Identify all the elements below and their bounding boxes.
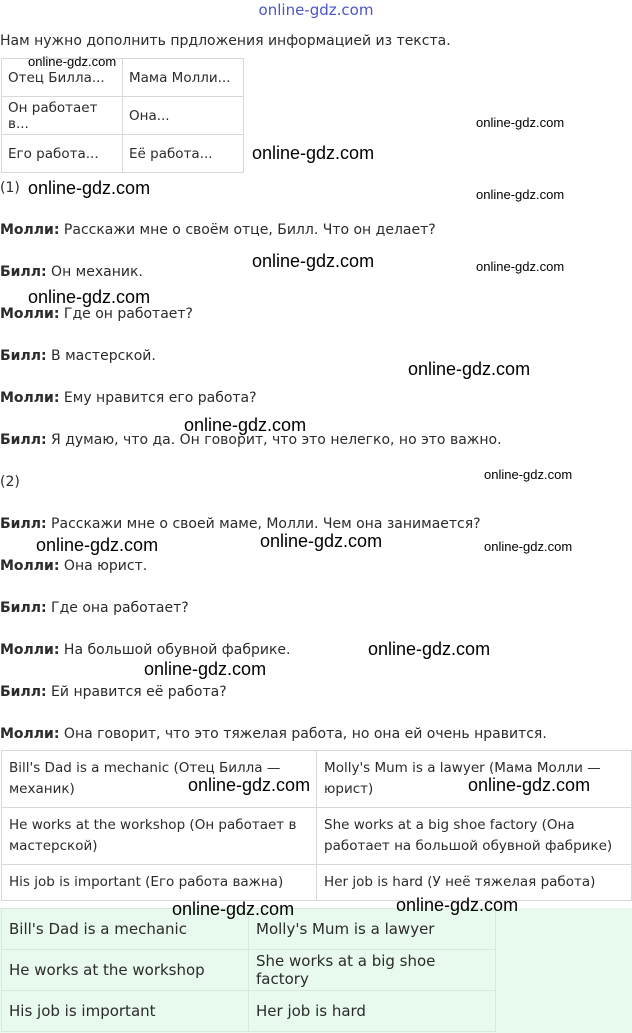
watermark: online-gdz.com bbox=[28, 178, 151, 198]
dialog-line bbox=[0, 600, 189, 616]
speaker: Билл: bbox=[0, 600, 47, 616]
watermark: online-gdz.com bbox=[468, 775, 591, 795]
site-title[interactable]: online-gdz.com bbox=[258, 1, 374, 19]
table-cell: She works at a big shoe factory bbox=[249, 950, 496, 991]
speaker: Молли: bbox=[0, 306, 60, 322]
line-text: Расскажи мне о своём отце, Билл. Что он делает? bbox=[59, 222, 436, 238]
dialog-line bbox=[0, 348, 156, 364]
speaker: Билл: bbox=[0, 684, 47, 700]
watermark: online-gdz.com bbox=[476, 187, 565, 202]
line-text: Ему нравится его работа? bbox=[59, 390, 257, 406]
dialog-line bbox=[0, 264, 143, 280]
line-text: Он механик. bbox=[46, 264, 143, 280]
dialog-line bbox=[0, 726, 547, 742]
watermark: online-gdz.com bbox=[484, 467, 573, 482]
table-cell: Molly's Mum is a lawyer bbox=[249, 909, 496, 950]
table-row bbox=[2, 135, 244, 173]
dialog-line bbox=[0, 390, 257, 406]
table-row bbox=[2, 865, 632, 901]
line-text: Ей нравится её работа? bbox=[46, 684, 227, 700]
watermark: online-gdz.com bbox=[28, 54, 117, 69]
line-text: Где он работает? bbox=[59, 306, 193, 322]
speaker: Билл: bbox=[0, 432, 47, 448]
dialog-line bbox=[0, 516, 481, 532]
speaker: Молли: bbox=[0, 558, 60, 574]
table-row bbox=[2, 808, 632, 865]
speaker: Молли: bbox=[0, 222, 60, 238]
table-cell: Он работает в... bbox=[2, 97, 123, 135]
table-cell: She works at a big shoe factory (Она работает на большой обувной фабрике) bbox=[317, 808, 632, 865]
table-cell: His job is important bbox=[2, 991, 249, 1032]
table-cell: He works at the workshop bbox=[2, 950, 249, 991]
watermark: online-gdz.com bbox=[260, 531, 383, 551]
speaker: Молли: bbox=[0, 390, 60, 406]
line-text: Где она работает? bbox=[46, 600, 189, 616]
watermark: online-gdz.com bbox=[408, 359, 531, 379]
speaker: Молли: bbox=[0, 642, 60, 658]
task-table bbox=[1, 58, 244, 173]
watermark: online-gdz.com bbox=[28, 287, 151, 307]
speaker: Молли: bbox=[0, 726, 60, 742]
table-cell: Her job is hard bbox=[249, 991, 496, 1032]
dialog-line bbox=[0, 642, 291, 658]
table-cell: Bill's Dad is a mechanic (Отец Билла — механик) bbox=[2, 751, 317, 808]
line-text: На большой обувной фабрике. bbox=[59, 642, 291, 658]
table-cell: He works at the workshop (Он работает в мастерской) bbox=[2, 808, 317, 865]
watermark: online-gdz.com bbox=[184, 415, 307, 435]
watermark: online-gdz.com bbox=[252, 251, 375, 271]
dialog-line bbox=[0, 684, 227, 700]
dialog-line bbox=[0, 222, 436, 238]
dialog-number: (2) bbox=[0, 474, 20, 490]
watermark: online-gdz.com bbox=[484, 539, 573, 554]
table-cell: Его работа... bbox=[2, 135, 123, 173]
answer-table bbox=[1, 908, 496, 1032]
watermark: online-gdz.com bbox=[476, 115, 565, 130]
watermark: online-gdz.com bbox=[252, 143, 375, 163]
table-row bbox=[2, 97, 244, 135]
speaker: Билл: bbox=[0, 348, 47, 364]
table-cell: Bill's Dad is a mechanic bbox=[2, 909, 249, 950]
watermark: online-gdz.com bbox=[476, 259, 565, 274]
watermark: online-gdz.com bbox=[36, 535, 159, 555]
task-intro: Нам нужно дополнить прдложения информацией из текста. bbox=[0, 33, 451, 49]
table-row bbox=[2, 991, 496, 1032]
line-text: В мастерской. bbox=[46, 348, 156, 364]
table-cell: Её работа... bbox=[123, 135, 244, 173]
line-text: Она говорит, что это тяжелая работа, но она ей очень нравится. bbox=[59, 726, 547, 742]
table-cell: His job is important (Его работа важна) bbox=[2, 865, 317, 901]
watermark: online-gdz.com bbox=[188, 775, 311, 795]
table-row bbox=[2, 950, 496, 991]
dialog-number: (1) bbox=[0, 180, 20, 196]
dialog-line bbox=[0, 306, 193, 322]
speaker: Билл: bbox=[0, 264, 47, 280]
speaker: Билл: bbox=[0, 516, 47, 532]
table-cell: Она... bbox=[123, 97, 244, 135]
watermark: online-gdz.com bbox=[144, 659, 267, 679]
table-cell: Molly's Mum is a lawyer (Мама Молли — юрист) bbox=[317, 751, 632, 808]
line-text: Она юрист. bbox=[59, 558, 148, 574]
watermark: online-gdz.com bbox=[396, 895, 519, 915]
table-cell: Мама Молли... bbox=[123, 59, 244, 97]
translation-table bbox=[1, 750, 632, 901]
line-text: Я думаю, что да. Он говорит, что это нелегко, но это важно. bbox=[46, 432, 502, 448]
line-text: Расскажи мне о своей маме, Молли. Чем она занимается? bbox=[46, 516, 481, 532]
table-cell: Her job is hard (У неё тяжелая работа) bbox=[317, 865, 632, 901]
watermark: online-gdz.com bbox=[172, 899, 295, 919]
watermark: online-gdz.com bbox=[368, 639, 491, 659]
table-cell: Отец Билла... bbox=[2, 59, 123, 97]
dialog-line bbox=[0, 558, 147, 574]
